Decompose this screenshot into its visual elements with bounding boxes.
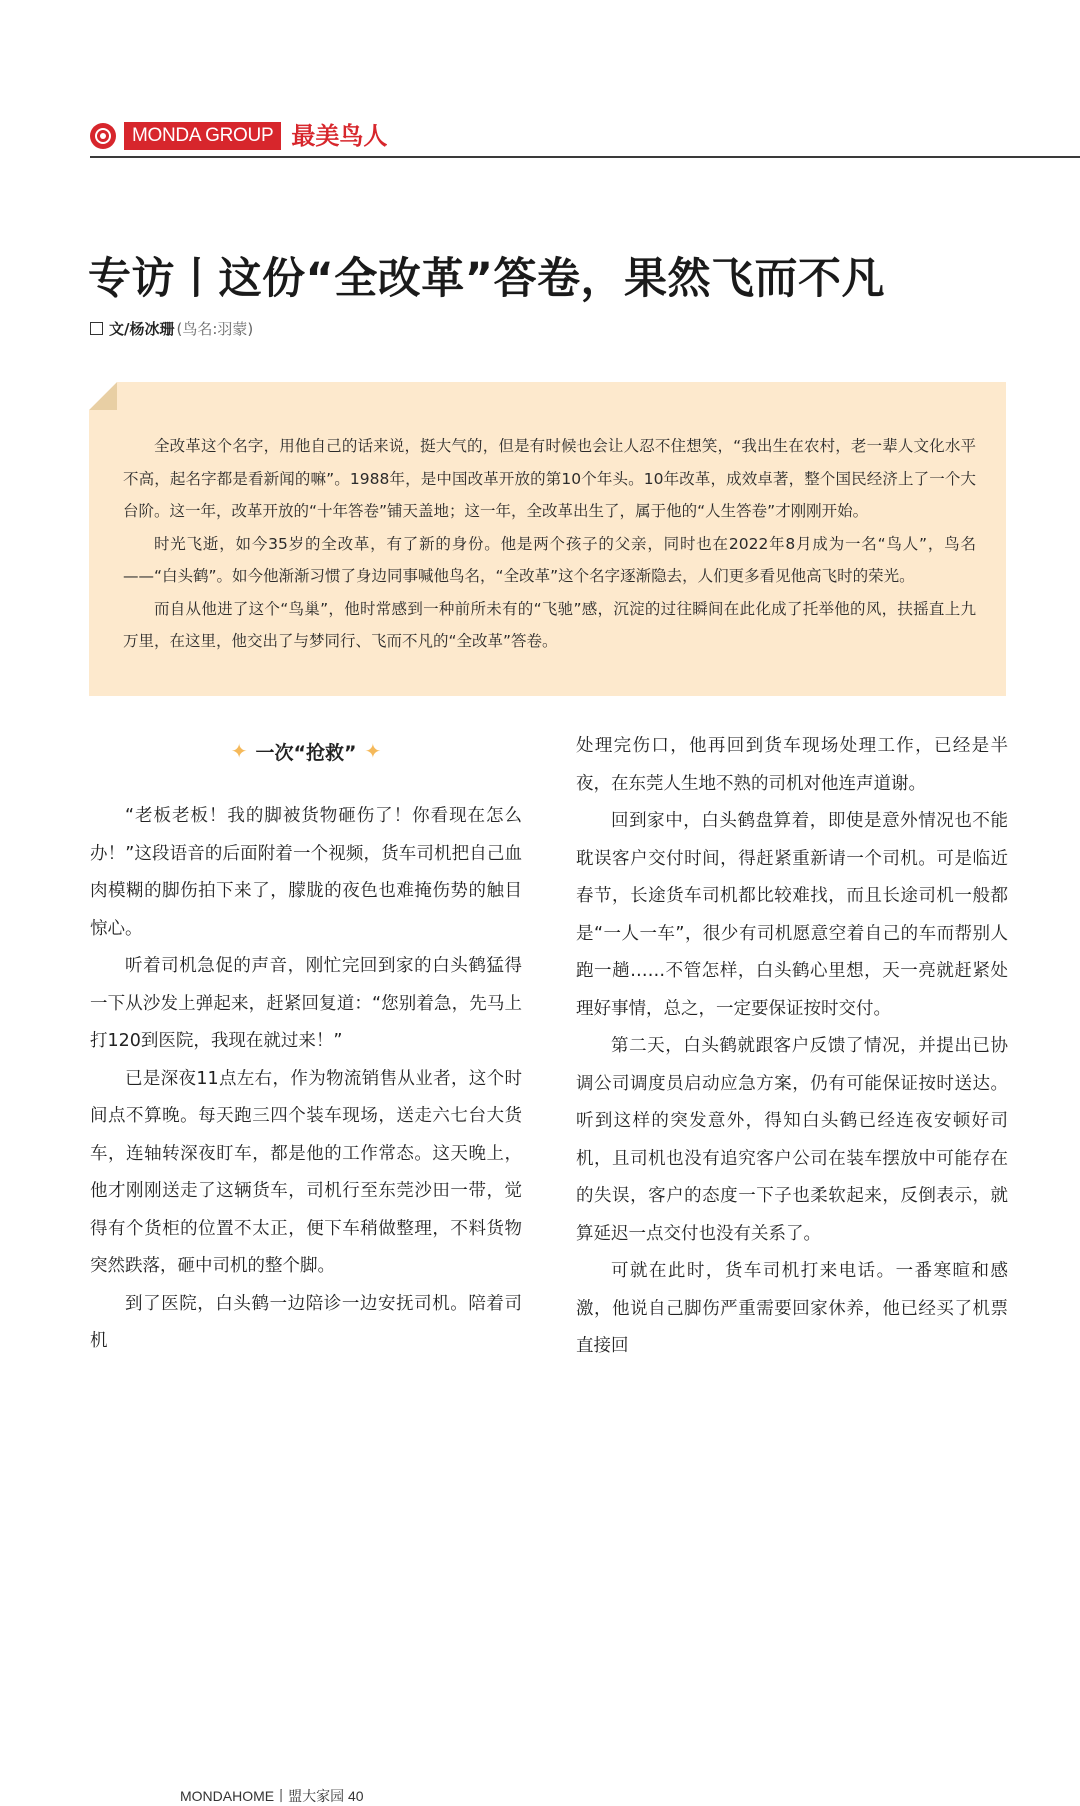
author-note: (鸟名:羽蒙) — [176, 320, 254, 338]
square-icon — [90, 322, 103, 335]
body-paragraph: 听着司机急促的声音，刚忙完回到家的白头鹤猛得一下从沙发上弹起来，赶紧回复道：“您别着急，先马上打120到医院，我现在就过来！” — [90, 956, 522, 1051]
body-paragraph-continued: 处理完伤口，他再回到货车现场处理工作，已经是半夜，在东莞人生地不熟的司机对他连声道谢。 — [576, 736, 1008, 794]
page-footer: MONDAHOME丨盟大家园 40 — [180, 1788, 364, 1804]
page-header — [90, 120, 387, 152]
intro-paragraph: 时光飞逝，如今35岁的全改革，有了新的身份。他是两个孩子的父亲，同时也在2022年8月成为一名“鸟人”，鸟名——“白头鹤”。如今他渐渐习惯了身边同事喊他鸟名，“全改革”这个名字逐渐隐去，人们更多看见他高飞时的荣光。 — [123, 534, 976, 585]
body-paragraph: 已是深夜11点左右，作为物流销售从业者，这个时间点不算晚。每天跑三四个装车现场，送走六七台大货车，连轴转深夜盯车，都是他的工作常态。这天晚上，他才刚刚送走了这辆货车，司机行至东莞沙田一带，觉得有个货柜的位置不太正，便下车稍做整理，不料货物突然跌落，砸中司机的整个脚。 — [90, 1068, 522, 1276]
body-paragraph: “老板老板！我的脚被货物砸伤了！你看现在怎么办！”这段语音的后面附着一个视频，货车司机把自己血肉模糊的脚伤拍下来了，朦胧的夜色也难掩伤势的触目惊心。 — [90, 806, 522, 939]
subheading — [90, 728, 522, 774]
section-title: 最美鸟人 — [291, 122, 388, 150]
byline — [90, 318, 253, 339]
intro-paragraph: 而自从他进了这个“鸟巢”，他时常感到一种前所未有的“飞驰”感，沉淀的过往瞬间在此化成了托举他的风，扶摇直上九万里，在这里，他交出了与梦同行、飞而不凡的“全改革”答卷。 — [123, 599, 976, 650]
monda-logo-icon — [90, 123, 116, 149]
intro-paragraph: 全改革这个名字，用他自己的话来说，挺大气的，但是有时候也会让人忍不住想笑，“我出生在农村，老一辈人文化水平不高，起名字都是看新闻的嘛”。1988年，是中国改革开放的第10个年头。10年改革，成效卓著，整个国民经济上了一个大台阶。这一年，改革开放的“十年答卷”铺天盖地；这一年，全改革出生了，属于他的“人生答卷”才刚刚开始。 — [123, 437, 976, 520]
sparkle-icon: ✦ — [364, 739, 382, 763]
subheading-text: 一次“抢救” — [255, 741, 357, 764]
body-paragraph: 第二天，白头鹤就跟客户反馈了情况，并提出已协调公司调度员启动应急方案，仍有可能保证按时送达。听到这样的突发意外，得知白头鹤已经连夜安顿好司机，且司机也没有追究客户公司在装车摆放中可能存在的失误，客户的态度一下子也柔软起来，反倒表示，就算延迟一点交付也没有关系了。 — [576, 1036, 1008, 1244]
body-column-left — [90, 728, 522, 1804]
sparkle-icon: ✦ — [230, 739, 248, 763]
body-paragraph: 到了医院，白头鹤一边陪诊一边安抚司机。陪着司机 — [90, 1293, 522, 1351]
header-divider — [90, 156, 1080, 158]
brand-label: MONDA GROUP — [124, 122, 281, 150]
body-column-right — [576, 728, 1008, 1366]
page-fold-cutout — [89, 382, 117, 410]
body-paragraph: 回到家中，白头鹤盘算着，即使是意外情况也不能耽误客户交付时间，得赶紧重新请一个司机。可是临近春节，长途货车司机都比较难找，而且长途司机一般都是“一人一车”，很少有司机愿意空着自己的车而帮别人跑一趟……不管怎样，白头鹤心里想，天一亮就赶紧处理好事情，总之，一定要保证按时交付。 — [576, 811, 1008, 1019]
body-paragraph: 可就在此时，货车司机打来电话。一番寒暄和感激，他说自己脚伤严重需要回家休养，他已经买了机票直接回 — [576, 1261, 1008, 1356]
article-title: 专访丨这份“全改革”答卷，果然飞而不凡 — [88, 254, 886, 304]
intro-box — [89, 382, 1006, 696]
author-name: 文/杨冰珊 — [109, 320, 175, 338]
